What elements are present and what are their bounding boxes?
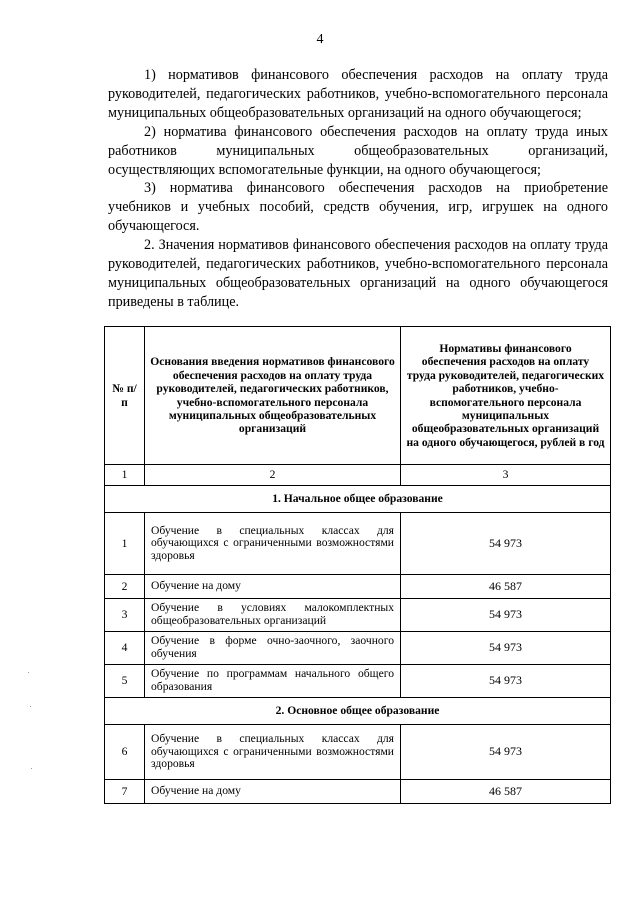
- paragraph-1: 1) нормативов финансового обеспечения расходов на оплату труда руководителей, педагогических работников, учебно-вспомогательного персонала муниципальных общеобразовательных организаций на одного обучающегося;: [108, 67, 608, 121]
- row-basis: Обучение в специальных классах для обучающихся с ограниченными возможностями здоровья: [145, 725, 401, 780]
- row-basis: Обучение в условиях малокомплектных общеобразовательных организаций: [145, 599, 401, 632]
- section-title: 2. Основное общее образование: [105, 698, 611, 725]
- row-value: 54 973: [401, 599, 611, 632]
- header-basis: Основания введения нормативов финансового обеспечения расходов на оплату труда руководителей, педагогических работников, учебно-вспомогательного персонала муниципальных общеобразовательных организаций: [145, 327, 401, 465]
- paragraph-4: 2. Значения нормативов финансового обеспечения расходов на оплату труда руководителей, педагогических работников, учебно-вспомогательного персонала муниципальных общеобразовательных организаций на одного обучающегося приведены в таблице.: [108, 237, 608, 310]
- scan-speck: [30, 706, 31, 707]
- column-number: 1: [105, 465, 145, 486]
- section-row-basic: [105, 698, 611, 725]
- column-number: 3: [401, 465, 611, 486]
- row-basis: Обучение по программам начального общего образования: [145, 665, 401, 698]
- row-value: 54 973: [401, 725, 611, 780]
- column-number-row: [105, 465, 611, 486]
- row-basis: Обучение на дому: [145, 575, 401, 599]
- body-text: [108, 66, 608, 312]
- table-row: [105, 665, 611, 698]
- table-row: [105, 599, 611, 632]
- table-row: [105, 725, 611, 780]
- row-value: 46 587: [401, 780, 611, 804]
- section-row-primary: [105, 486, 611, 513]
- table-row: [105, 575, 611, 599]
- header-norm-value: Нормативы финансового обеспечения расходов на оплату труда руководителей, педагогических работников, учебно-вспомогательного персонала муниципальных общеобразовательных организаций на одного обучающегося, рублей в год: [401, 327, 611, 465]
- row-basis: Обучение в специальных классах для обучающихся с ограниченными возможностями здоровья: [145, 513, 401, 575]
- row-value: 54 973: [401, 513, 611, 575]
- table-header-row: [105, 327, 611, 465]
- row-number: 7: [105, 780, 145, 804]
- row-number: 1: [105, 513, 145, 575]
- paragraph-3: 3) норматива финансового обеспечения расходов на приобретение учебников и учебных пособий, средств обучения, игр, игрушек на одного обучающегося.: [108, 180, 608, 235]
- paragraph-2: 2) норматива финансового обеспечения расходов на оплату труда иных работников муниципальных общеобразовательных организаций, осуществляющих вспомогательные функции, на одного обучающегося;: [108, 123, 608, 178]
- column-number: 2: [145, 465, 401, 486]
- row-number: 6: [105, 725, 145, 780]
- row-basis: Обучение на дому: [145, 780, 401, 804]
- row-number: 5: [105, 665, 145, 698]
- row-number: 4: [105, 632, 145, 665]
- header-number: № п/п: [105, 327, 145, 465]
- table-row: [105, 780, 611, 804]
- table-row: [105, 632, 611, 665]
- row-number: 3: [105, 599, 145, 632]
- norms-table: [104, 326, 611, 804]
- row-value: 54 973: [401, 665, 611, 698]
- section-title: 1. Начальное общее образование: [105, 486, 611, 513]
- row-number: 2: [105, 575, 145, 599]
- row-value: 54 973: [401, 632, 611, 665]
- table-row: [105, 513, 611, 575]
- row-basis: Обучение в форме очно-заочного, заочного обучения: [145, 632, 401, 665]
- page-number: 4: [316, 32, 324, 47]
- row-value: 46 587: [401, 575, 611, 599]
- scan-speck: [31, 768, 32, 769]
- scan-speck: [28, 672, 29, 673]
